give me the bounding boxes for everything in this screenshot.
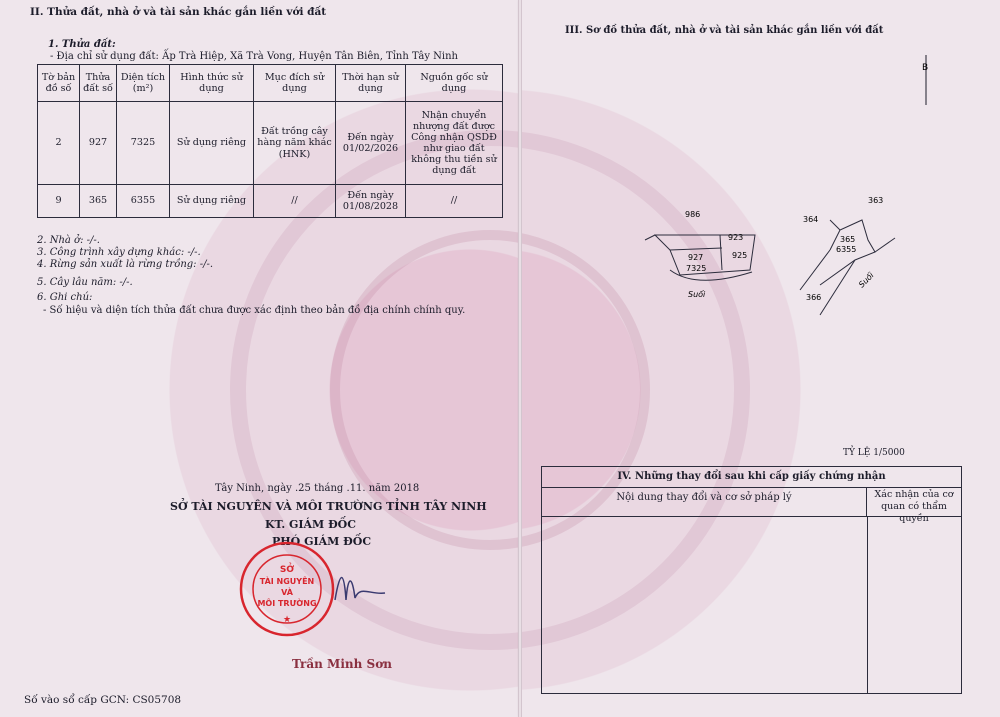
parcel-927-label: 927 bbox=[688, 253, 704, 262]
cell-map-sheet: 2 bbox=[38, 102, 80, 185]
cell-term: Đến ngày 01/08/2028 bbox=[336, 185, 406, 218]
stamp-line-1: SỞ bbox=[279, 565, 295, 575]
changes-confirm-header: Xác nhận của cơ quan có thẩm quyền bbox=[867, 487, 961, 517]
note-remarks-title: 6. Ghi chú: bbox=[37, 292, 93, 303]
stamp-line-3: VÀ bbox=[281, 588, 293, 597]
registry-number: Số vào sổ cấp GCN: CS05708 bbox=[24, 694, 182, 706]
cell-purpose: // bbox=[254, 185, 336, 218]
address-label: - Địa chỉ sử dụng đất: bbox=[50, 51, 159, 62]
cell-parcel: 365 bbox=[80, 185, 117, 218]
table-row bbox=[38, 102, 503, 185]
stamp-line-4: MÔI TRƯỜNG bbox=[257, 599, 317, 608]
stamp-star-icon: ★ bbox=[282, 615, 292, 625]
parcel-927-area: 7325 bbox=[686, 264, 707, 273]
page-fold bbox=[518, 0, 522, 717]
note-other-works: 3. Công trình xây dựng khác: -/-. bbox=[37, 247, 201, 258]
signature-agency: SỞ TÀI NGUYÊN VÀ MÔI TRƯỜNG TỈNH TÂY NINH bbox=[170, 500, 487, 513]
stream-label-1: Suối bbox=[688, 290, 706, 299]
parcel-923-label: 923 bbox=[728, 233, 744, 242]
parcel-986-label: 986 bbox=[685, 210, 701, 219]
changes-title: IV. Những thay đổi sau khi cấp giấy chứng nhận bbox=[542, 467, 961, 488]
cell-usage-form: Sử dụng riêng bbox=[170, 102, 254, 185]
parcel-366-label: 366 bbox=[806, 293, 822, 302]
parcel-365-area: 6355 bbox=[836, 245, 857, 254]
signer-name: Trần Minh Sơn bbox=[292, 657, 392, 671]
map-scale: TỶ LỆ 1/5000 bbox=[843, 448, 905, 458]
cell-area: 6355 bbox=[117, 185, 170, 218]
cell-map-sheet: 9 bbox=[38, 185, 80, 218]
signature-deputy: PHÓ GIÁM ĐỐC bbox=[272, 535, 372, 548]
cell-origin: Nhận chuyển nhượng đất được Công nhận QSDĐ như giao đất không thu tiền sử dụng đất bbox=[406, 102, 503, 185]
header-parcel: Thửa đất số bbox=[80, 65, 117, 102]
header-origin: Nguồn gốc sử dụng bbox=[406, 65, 503, 102]
stamp-line-2: TÀI NGUYÊN bbox=[259, 577, 315, 586]
header-usage-form: Hình thức sử dụng bbox=[170, 65, 254, 102]
parcel-363-label: 363 bbox=[868, 196, 884, 205]
address-row bbox=[50, 51, 458, 63]
signature-kt: KT. GIÁM ĐỐC bbox=[265, 518, 357, 531]
land-heading: 1. Thửa đất: bbox=[48, 39, 116, 50]
stream-label-2: Suối bbox=[857, 270, 876, 290]
note-perennial: 5. Cây lâu năm: -/-. bbox=[37, 277, 133, 288]
parcel-365-label: 365 bbox=[840, 235, 856, 244]
changes-section bbox=[541, 466, 962, 694]
land-table bbox=[37, 64, 503, 218]
header-area: Diện tích (m²) bbox=[117, 65, 170, 102]
cell-origin: // bbox=[406, 185, 503, 218]
header-term: Thời hạn sử dụng bbox=[336, 65, 406, 102]
note-forest: 4. Rừng sản xuất là rừng trồng: -/-. bbox=[37, 259, 214, 270]
cell-parcel: 927 bbox=[80, 102, 117, 185]
cell-purpose: Đất trồng cây hàng năm khác (HNK) bbox=[254, 102, 336, 185]
official-stamp bbox=[238, 540, 336, 638]
section-iii-title: III. Sơ đồ thửa đất, nhà ở và tài sản khác gắn liền với đất bbox=[565, 25, 884, 36]
changes-column-divider bbox=[867, 517, 868, 693]
signature-scribble bbox=[330, 565, 390, 610]
north-arrow-icon bbox=[918, 50, 934, 110]
cell-usage-form: Sử dụng riêng bbox=[170, 185, 254, 218]
note-remarks-text: - Số hiệu và diện tích thửa đất chưa được xác định theo bản đồ địa chính chính quy. bbox=[43, 305, 466, 316]
header-purpose: Mục đích sử dụng bbox=[254, 65, 336, 102]
changes-content-header: Nội dung thay đổi và cơ sở pháp lý bbox=[542, 487, 867, 517]
header-map-sheet: Tờ bản đồ số bbox=[38, 65, 80, 102]
cell-term: Đến ngày 01/02/2026 bbox=[336, 102, 406, 185]
table-row bbox=[38, 185, 503, 218]
section-ii-title: II. Thửa đất, nhà ở và tài sản khác gắn liền với đất bbox=[30, 6, 327, 18]
cell-area: 7325 bbox=[117, 102, 170, 185]
parcel-sketch-map bbox=[640, 190, 910, 320]
north-label: B bbox=[922, 63, 929, 73]
address-value: Ấp Trà Hiệp, Xã Trà Vong, Huyện Tân Biên, Tỉnh Tây Ninh bbox=[162, 51, 458, 62]
parcel-925-label: 925 bbox=[732, 251, 748, 260]
note-house: 2. Nhà ở: -/-. bbox=[37, 235, 100, 246]
table-header-row bbox=[38, 65, 503, 102]
parcel-364-label: 364 bbox=[803, 215, 819, 224]
signature-date: Tây Ninh, ngày .25 tháng .11. năm 2018 bbox=[215, 483, 420, 494]
